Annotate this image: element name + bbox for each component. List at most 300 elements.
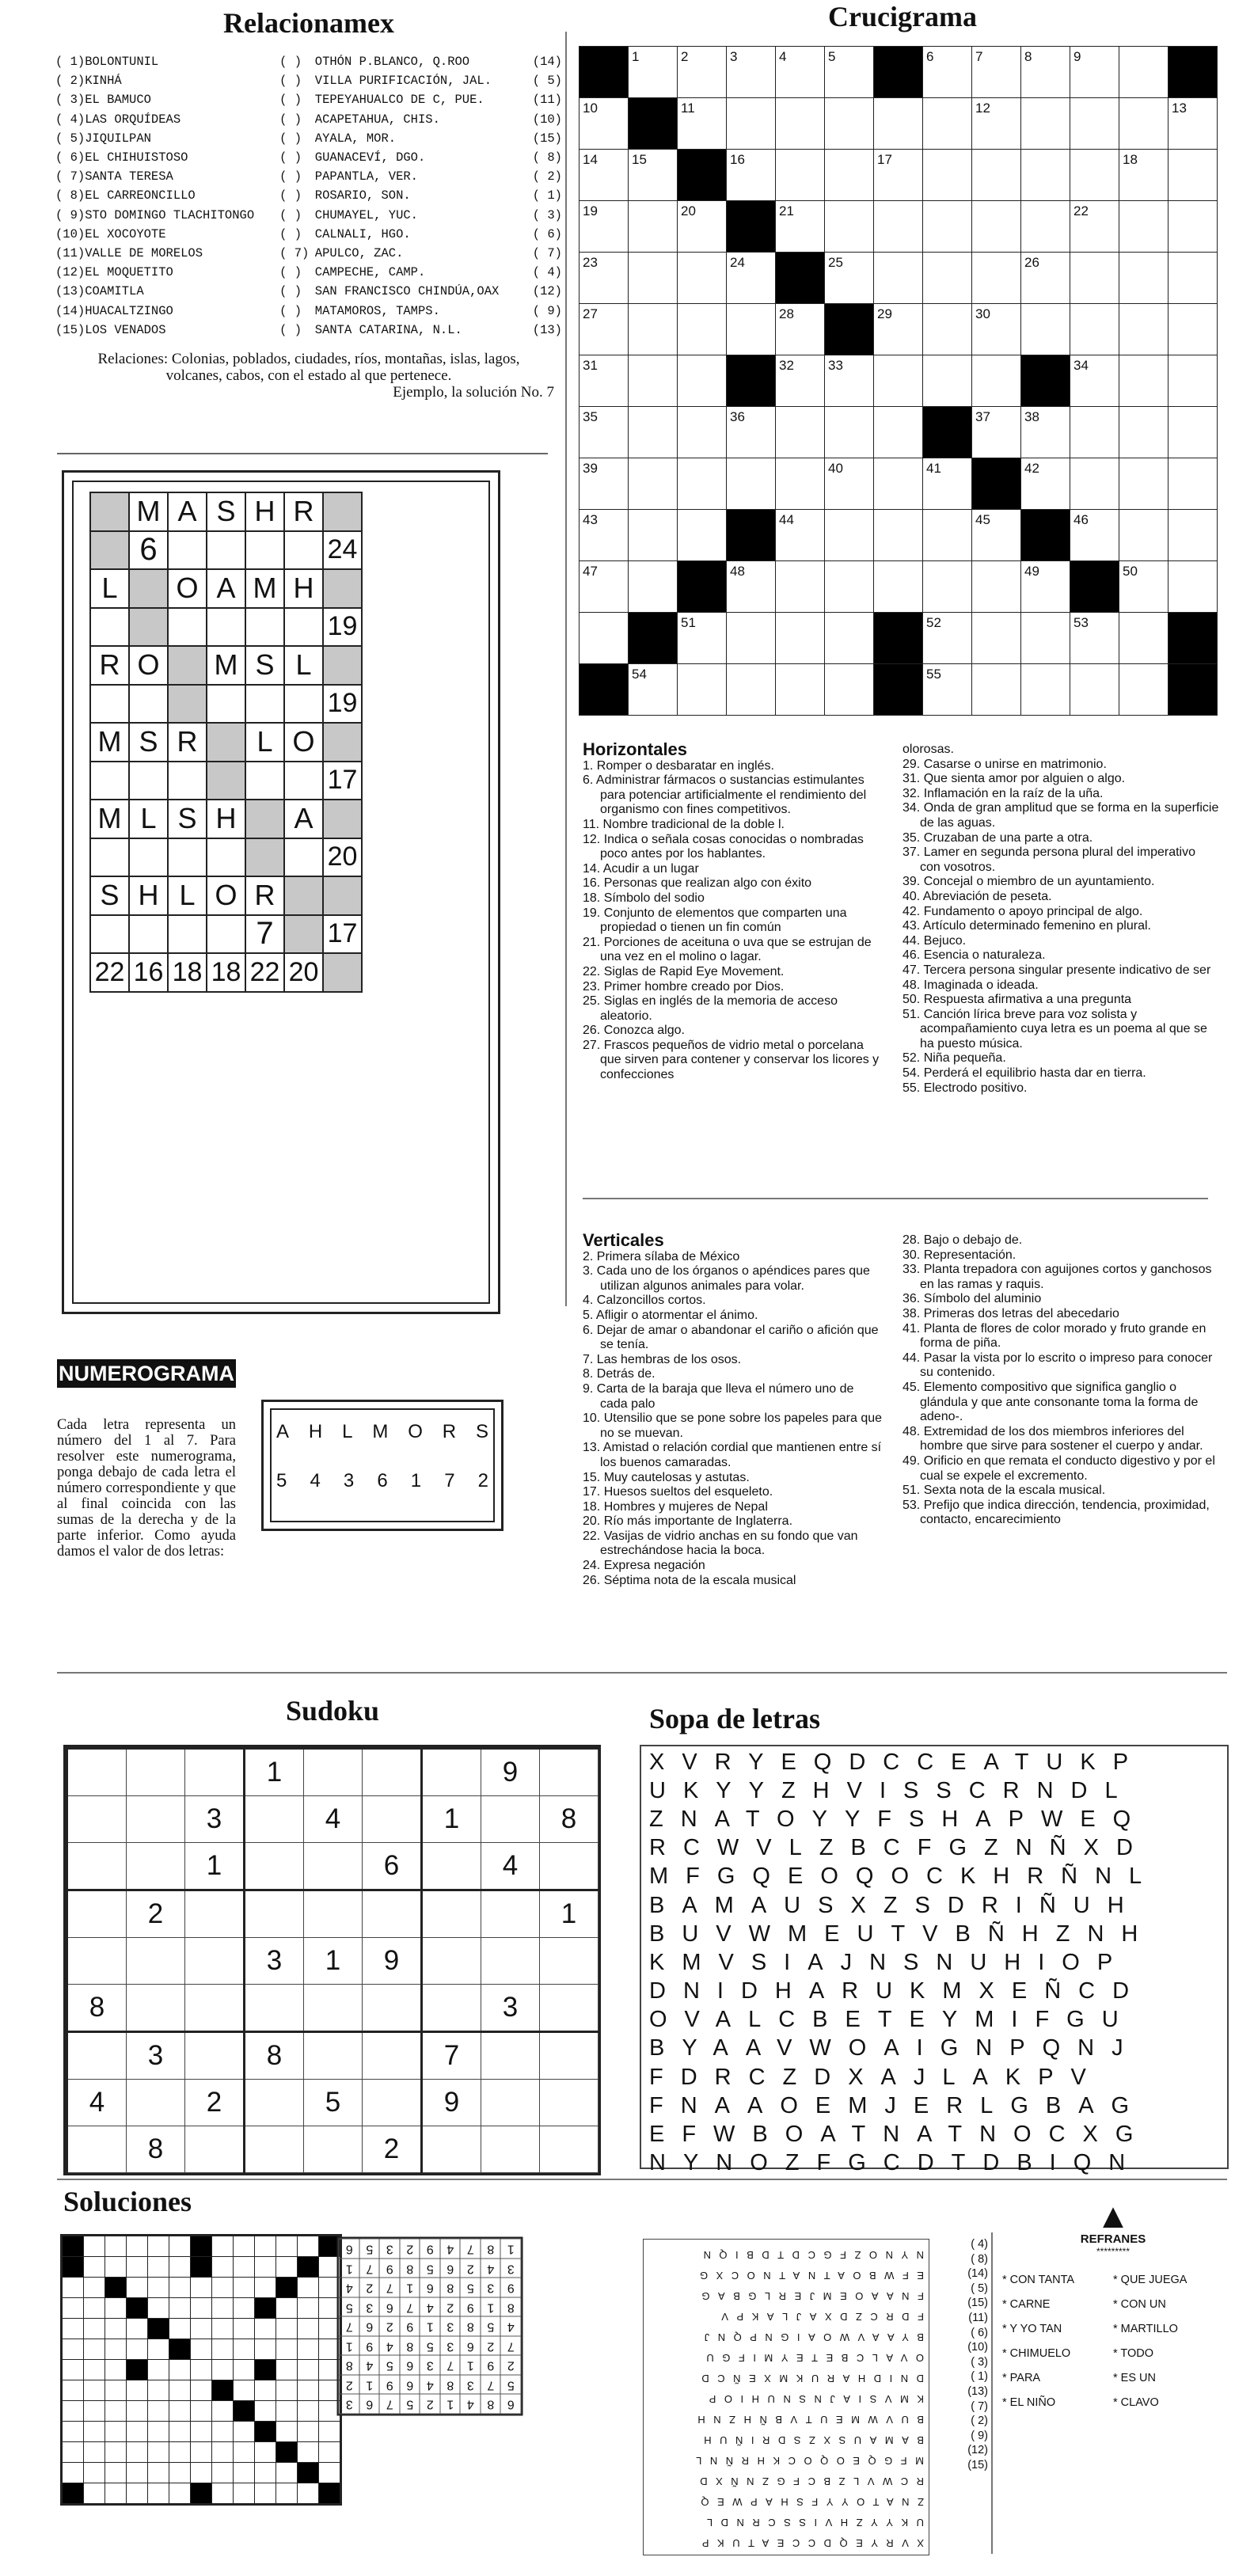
relacionamex-answer-slot[interactable]: ( ): [279, 150, 302, 165]
crossword-cell[interactable]: [972, 253, 1021, 304]
sudoku-empty-cell[interactable]: [304, 1890, 363, 1938]
sudoku-empty-cell[interactable]: [245, 1796, 304, 1843]
crossword-cell[interactable]: [825, 510, 874, 561]
crossword-cell[interactable]: [1070, 47, 1119, 98]
sudoku-empty-cell[interactable]: [422, 1843, 481, 1890]
crossword-cell[interactable]: [1119, 613, 1168, 664]
clue-item: 38. Primeras dos letras del abecedario: [902, 1306, 1119, 1320]
relacionamex-row: [55, 90, 562, 109]
numerograma-empty-cell[interactable]: [129, 838, 168, 877]
numerograma-empty-cell[interactable]: [284, 838, 323, 877]
crossword-cell[interactable]: [776, 98, 825, 150]
sudoku-empty-cell[interactable]: [185, 2126, 245, 2173]
solution-crossword-cell: [148, 2360, 169, 2380]
sudoku-empty-cell[interactable]: [481, 2126, 540, 2173]
crossword-cell[interactable]: [923, 253, 972, 304]
sudoku-empty-cell[interactable]: [540, 2032, 598, 2080]
sopa-row[interactable]: KMVSIAJNSNUHIOP: [649, 1949, 1130, 1975]
crossword-cell[interactable]: [776, 510, 825, 561]
relacionamex-answer-slot[interactable]: ( ): [279, 55, 302, 70]
numerograma-empty-cell[interactable]: [168, 762, 207, 800]
crossword-cell[interactable]: [1168, 98, 1218, 150]
sopa-row[interactable]: EFWBOATNATNOCXG: [649, 2122, 1151, 2148]
crossword-cell[interactable]: [1070, 98, 1119, 150]
crossword-cell[interactable]: [923, 613, 972, 664]
crossword-clue-number: 6: [926, 49, 934, 64]
sudoku-empty-cell[interactable]: [422, 1890, 481, 1938]
relacionamex-answer-slot[interactable]: ( ): [279, 169, 302, 184]
sudoku-empty-cell[interactable]: [540, 1985, 598, 2032]
sudoku-empty-cell[interactable]: [245, 1843, 304, 1890]
crossword-cell[interactable]: [629, 201, 678, 253]
crossword-cell[interactable]: [776, 47, 825, 98]
crossword-cell[interactable]: [1168, 201, 1218, 253]
numerograma-empty-cell[interactable]: [207, 838, 245, 877]
crossword-cell[interactable]: [825, 98, 874, 150]
sopa-row[interactable]: DNIDHARUKMXEÑCD: [649, 1978, 1147, 2004]
crossword-cell[interactable]: [923, 355, 972, 407]
sopa-row[interactable]: NYNOZFGCDTDBIQN: [649, 2150, 1143, 2176]
solution-crossword-cell: [212, 2401, 234, 2422]
crossword-cell[interactable]: [1168, 458, 1218, 510]
crossword-cell[interactable]: [923, 201, 972, 253]
crossword-cell[interactable]: [1070, 150, 1119, 201]
crossword-cell[interactable]: [1021, 458, 1070, 510]
numerograma-empty-cell[interactable]: [90, 915, 129, 954]
crossword-cell[interactable]: [972, 355, 1021, 407]
relacionamex-answer-slot[interactable]: ( ): [279, 112, 302, 127]
numerograma-empty-cell[interactable]: [207, 685, 245, 724]
crossword-cell[interactable]: [1168, 150, 1218, 201]
numerograma-empty-cell[interactable]: [90, 762, 129, 800]
sopa-row[interactable]: OVALCBETEYMIFGU: [649, 2007, 1136, 2033]
crossword-cell[interactable]: [629, 664, 678, 716]
sudoku-empty-cell[interactable]: [422, 1985, 481, 2032]
numerograma-empty-cell[interactable]: [129, 685, 168, 724]
crossword-cell[interactable]: [580, 561, 629, 613]
sudoku-empty-cell[interactable]: [67, 2032, 127, 2080]
crossword-cell[interactable]: [874, 458, 923, 510]
solution-sudoku-cell: 5: [400, 2395, 420, 2415]
crossword-cell[interactable]: [727, 47, 776, 98]
solution-sopa-row: RCWVLZBCFGZNÑXD: [691, 2475, 924, 2487]
crossword-black-cell: [1021, 510, 1070, 561]
relacionamex-answer-slot[interactable]: ( ): [279, 188, 302, 203]
crossword-cell[interactable]: [678, 47, 727, 98]
crossword-cell[interactable]: [629, 253, 678, 304]
sudoku-empty-cell[interactable]: [481, 2032, 540, 2080]
crossword-cell[interactable]: [776, 201, 825, 253]
clue-item: 53. Prefijo que indica dirección, tendencia, proximidad, contacto, encarecimiento: [902, 1498, 1210, 1527]
sudoku-empty-cell[interactable]: [540, 1938, 598, 1985]
relacionamex-place: ( 9)STO DOMINGO TLACHITONGO: [55, 207, 255, 222]
crossword-cell[interactable]: [874, 355, 923, 407]
crossword-cell[interactable]: [727, 664, 776, 716]
sopa-row[interactable]: RCWVLZBCFGZNÑXD: [649, 1835, 1150, 1861]
numerograma-value: 17: [323, 915, 362, 954]
crossword-cell[interactable]: [972, 561, 1021, 613]
sudoku-empty-cell[interactable]: [304, 2126, 363, 2173]
crossword-cell[interactable]: [1021, 253, 1070, 304]
sudoku-empty-cell[interactable]: [185, 1985, 245, 2032]
sopa-row[interactable]: UKYYZHVISSCRNDL: [649, 1777, 1135, 1803]
crossword-cell[interactable]: [776, 458, 825, 510]
crossword-cell[interactable]: [629, 561, 678, 613]
refran-part: * PARA: [1002, 2372, 1041, 2384]
sudoku-empty-cell[interactable]: [127, 1796, 185, 1843]
crossword-cell[interactable]: [874, 150, 923, 201]
crossword-cell[interactable]: [972, 47, 1021, 98]
sudoku-empty-cell[interactable]: [245, 2126, 304, 2173]
numerograma-empty-cell[interactable]: [90, 838, 129, 877]
sudoku-empty-cell[interactable]: [363, 2032, 422, 2080]
crossword-cell[interactable]: [580, 304, 629, 355]
crossword-clue-number: 17: [877, 152, 892, 167]
sopa-row[interactable]: MFGQEOQOCKHRÑNL: [649, 1864, 1160, 1890]
sudoku-empty-cell[interactable]: [67, 1796, 127, 1843]
crossword-cell[interactable]: [776, 664, 825, 716]
crossword-cell[interactable]: [972, 664, 1021, 716]
relacionamex-answer-slot[interactable]: ( ): [279, 226, 302, 241]
sudoku-empty-cell[interactable]: [481, 2080, 540, 2126]
sudoku-given: 9: [422, 2080, 481, 2126]
sudoku-empty-cell[interactable]: [481, 1938, 540, 1985]
sudoku-empty-cell[interactable]: [245, 1985, 304, 2032]
crossword-cell[interactable]: [825, 664, 874, 716]
relacionamex-answer-slot[interactable]: ( ): [279, 303, 302, 318]
crossword-cell[interactable]: [923, 664, 972, 716]
sudoku-empty-cell[interactable]: [422, 2126, 481, 2173]
solution-sudoku-cell: 6: [420, 2278, 441, 2298]
sudoku-empty-cell[interactable]: [127, 1985, 185, 2032]
numerograma-empty-cell[interactable]: [284, 531, 323, 570]
sudoku-empty-cell[interactable]: [304, 1843, 363, 1890]
sopa-row[interactable]: XVRYEQDCCEATUKP: [649, 1749, 1146, 1775]
crossword-cell[interactable]: [825, 458, 874, 510]
crossword-cell[interactable]: [580, 253, 629, 304]
crossword-cell[interactable]: [1070, 664, 1119, 716]
crossword-cell[interactable]: [678, 510, 727, 561]
numerograma-empty-cell[interactable]: [129, 762, 168, 800]
crossword-cell[interactable]: [727, 407, 776, 458]
relacionamex-answer-slot[interactable]: ( ): [279, 322, 302, 337]
crossword-cell[interactable]: [580, 458, 629, 510]
crossword-cell[interactable]: [1168, 304, 1218, 355]
crossword-cell[interactable]: [1119, 561, 1168, 613]
crossword-cell[interactable]: [678, 664, 727, 716]
crossword-cell[interactable]: [1119, 458, 1168, 510]
crossword-cell[interactable]: [727, 561, 776, 613]
sudoku-empty-cell[interactable]: [540, 2080, 598, 2126]
solution-crossword-cell: [127, 2319, 148, 2339]
solution-crossword-cell: [169, 2463, 191, 2483]
crossword-cell[interactable]: [580, 98, 629, 150]
crossword-clue-number: 45: [975, 512, 990, 527]
numerograma-empty-cell[interactable]: [90, 608, 129, 647]
crossword-cell[interactable]: [1021, 561, 1070, 613]
crossword-cell[interactable]: [1119, 407, 1168, 458]
crossword-cell[interactable]: [1168, 510, 1218, 561]
crossword-cell[interactable]: [1168, 355, 1218, 407]
numerograma-empty-cell[interactable]: [284, 608, 323, 647]
crossword-cell[interactable]: [1021, 407, 1070, 458]
sudoku-empty-cell[interactable]: [363, 1749, 422, 1796]
numerograma-empty-cell[interactable]: [90, 685, 129, 724]
crossword-cell[interactable]: [923, 510, 972, 561]
crossword-cell[interactable]: [1119, 98, 1168, 150]
crossword-cell[interactable]: [874, 98, 923, 150]
sudoku-empty-cell[interactable]: [67, 1749, 127, 1796]
crossword-cell[interactable]: [629, 150, 678, 201]
sudoku-empty-cell[interactable]: [185, 2032, 245, 2080]
sudoku-empty-cell[interactable]: [481, 1890, 540, 1938]
crossword-cell[interactable]: [874, 253, 923, 304]
crossword-cell[interactable]: [825, 561, 874, 613]
crossword-cell[interactable]: [678, 355, 727, 407]
sudoku-empty-cell[interactable]: [304, 2032, 363, 2080]
sopa-row[interactable]: FDRCZDXAJLAKPV: [649, 2064, 1104, 2090]
crossword-cell[interactable]: [678, 407, 727, 458]
crossword-cell[interactable]: [1070, 304, 1119, 355]
numerograma-empty-cell[interactable]: [245, 685, 284, 724]
crossword-cell[interactable]: [923, 150, 972, 201]
key-number: 1: [410, 1470, 422, 1491]
crossword-cell[interactable]: [629, 458, 678, 510]
crossword-cell[interactable]: [1119, 150, 1168, 201]
crossword-cell[interactable]: [678, 304, 727, 355]
crossword-cell[interactable]: [972, 613, 1021, 664]
crossword-cell[interactable]: [1070, 407, 1119, 458]
crossword-cell[interactable]: [678, 98, 727, 150]
crossword-cell[interactable]: [972, 510, 1021, 561]
sudoku-empty-cell[interactable]: [422, 1938, 481, 1985]
crossword-cell[interactable]: [825, 150, 874, 201]
numerograma-empty-cell[interactable]: [207, 531, 245, 570]
crossword-cell[interactable]: [776, 561, 825, 613]
sopa-row[interactable]: BYAAVWOAIGNPQNJ: [649, 2035, 1141, 2061]
crossword-clue-number: 37: [975, 409, 990, 424]
numerograma-value: R: [245, 876, 284, 915]
crossword-cell[interactable]: [776, 407, 825, 458]
crossword-cell[interactable]: [1021, 201, 1070, 253]
crossword-cell[interactable]: [1070, 613, 1119, 664]
crossword-cell[interactable]: [923, 47, 972, 98]
relacionamex-row: [55, 52, 562, 71]
numerograma-value: H: [284, 569, 323, 608]
crossword-cell[interactable]: [972, 407, 1021, 458]
numerograma-empty-cell[interactable]: [168, 915, 207, 954]
crossword-cell[interactable]: [874, 561, 923, 613]
sudoku-empty-cell[interactable]: [422, 1749, 481, 1796]
crossword-cell[interactable]: [1021, 304, 1070, 355]
relacionamex-answer-slot[interactable]: ( ): [279, 131, 302, 146]
solution-sudoku-cell: 3: [481, 2278, 501, 2298]
numerograma-empty-cell[interactable]: [245, 762, 284, 800]
crossword-cell[interactable]: [580, 150, 629, 201]
crossword-cell[interactable]: [1119, 304, 1168, 355]
sudoku-empty-cell[interactable]: [540, 2126, 598, 2173]
sudoku-empty-cell[interactable]: [540, 1749, 598, 1796]
numerograma-empty-cell[interactable]: [168, 531, 207, 570]
crossword-cell[interactable]: [629, 407, 678, 458]
clue-item: 49. Orificio en que remata el conducto digestivo y por el cual se expele el excremento.: [902, 1453, 1215, 1483]
crossword-cell[interactable]: [580, 355, 629, 407]
crossword-clue-number: 54: [632, 667, 647, 682]
sudoku-empty-cell[interactable]: [127, 1749, 185, 1796]
crossword-cell[interactable]: [1070, 355, 1119, 407]
crossword-cell[interactable]: [1070, 253, 1119, 304]
sudoku-empty-cell[interactable]: [185, 1749, 245, 1796]
crossword-cell[interactable]: [972, 304, 1021, 355]
relacionamex-answer-slot[interactable]: ( ): [279, 93, 302, 108]
crossword-cell[interactable]: [1119, 47, 1168, 98]
crossword-cell[interactable]: [1021, 613, 1070, 664]
numerograma-empty-cell[interactable]: [168, 608, 207, 647]
sudoku-empty-cell[interactable]: [185, 1890, 245, 1938]
crossword-cell[interactable]: [825, 613, 874, 664]
crossword-cell[interactable]: [776, 304, 825, 355]
crossword-cell[interactable]: [874, 510, 923, 561]
numerograma-empty-cell[interactable]: [129, 915, 168, 954]
crossword-cell[interactable]: [678, 613, 727, 664]
relacionamex-state: GUANACEVÍ, DGO.: [314, 150, 426, 165]
solution-crossword-cell: [191, 2339, 212, 2360]
sudoku-empty-cell[interactable]: [363, 1796, 422, 1843]
crossword-cell[interactable]: [1168, 407, 1218, 458]
crossword-cell[interactable]: [580, 201, 629, 253]
sudoku-empty-cell[interactable]: [67, 1843, 127, 1890]
crossword-cell[interactable]: [629, 355, 678, 407]
crossword-cell[interactable]: [972, 201, 1021, 253]
solution-sudoku-cell: 7: [481, 2375, 501, 2395]
numerograma-empty-cell[interactable]: [207, 915, 245, 954]
crossword-cell[interactable]: [776, 355, 825, 407]
crossword-cell[interactable]: [1070, 201, 1119, 253]
crossword-cell[interactable]: [1021, 150, 1070, 201]
relacionamex-answer-slot[interactable]: ( ): [279, 74, 302, 89]
relacionamex-answer-slot[interactable]: ( ): [279, 265, 302, 280]
crossword-black-cell: [776, 253, 825, 304]
crossword-cell[interactable]: [776, 150, 825, 201]
crossword-cell[interactable]: [727, 150, 776, 201]
crossword-cell[interactable]: [580, 613, 629, 664]
sopa-row[interactable]: FNAAOEMJERLGBAG: [649, 2092, 1147, 2118]
crossword-cell[interactable]: [1119, 253, 1168, 304]
numerograma-empty-cell[interactable]: [284, 685, 323, 724]
relacionamex-answer-slot[interactable]: ( 7): [279, 245, 310, 260]
sudoku-empty-cell[interactable]: [127, 1938, 185, 1985]
sudoku-empty-cell[interactable]: [481, 1796, 540, 1843]
solution-sudoku-cell: 2: [359, 2278, 380, 2298]
crossword-cell[interactable]: [1021, 664, 1070, 716]
relacionamex-answer-slot[interactable]: ( ): [279, 284, 302, 299]
numerograma-empty-cell[interactable]: [245, 531, 284, 570]
crossword-cell[interactable]: [923, 458, 972, 510]
sudoku-empty-cell[interactable]: [245, 2080, 304, 2126]
crossword-cell[interactable]: [825, 201, 874, 253]
sudoku-empty-cell[interactable]: [304, 1749, 363, 1796]
crossword-cell[interactable]: [1168, 253, 1218, 304]
crossword-cell[interactable]: [678, 201, 727, 253]
crossword-cell[interactable]: [825, 253, 874, 304]
sudoku-empty-cell[interactable]: [304, 1985, 363, 2032]
crossword-cell[interactable]: [923, 98, 972, 150]
crossword-cell[interactable]: [1168, 561, 1218, 613]
crossword-cell[interactable]: [874, 407, 923, 458]
crossword-cell[interactable]: [678, 458, 727, 510]
numerograma-empty-cell[interactable]: [245, 608, 284, 647]
clue-item: 12. Indica o señala cosas conocidas o nombradas poco antes por los hablantes.: [583, 832, 864, 861]
crossword-cell[interactable]: [972, 98, 1021, 150]
crossword-cell[interactable]: [580, 407, 629, 458]
crossword-cell[interactable]: [580, 510, 629, 561]
crossword-cell[interactable]: [1119, 355, 1168, 407]
sudoku-empty-cell[interactable]: [67, 1938, 127, 1985]
numerograma-empty-cell[interactable]: [168, 838, 207, 877]
crossword-cell[interactable]: [1021, 47, 1070, 98]
sudoku-empty-cell[interactable]: [245, 1890, 304, 1938]
sopa-row[interactable]: BUVWMEUTVBÑHZNH: [649, 1921, 1156, 1947]
sudoku-empty-cell[interactable]: [67, 2126, 127, 2173]
sudoku-empty-cell[interactable]: [67, 1890, 127, 1938]
crossword-cell[interactable]: [727, 304, 776, 355]
sudoku-empty-cell[interactable]: [363, 1890, 422, 1938]
crossword-cell[interactable]: [923, 304, 972, 355]
sudoku-empty-cell[interactable]: [127, 1843, 185, 1890]
relacionamex-place: (15)LOS VENADOS: [55, 322, 166, 337]
sopa-row[interactable]: BAMAUSXZSDRIÑUH: [649, 1892, 1142, 1918]
crossword-grid: [579, 46, 1218, 716]
numerograma-empty-cell[interactable]: [207, 608, 245, 647]
crossword-cell[interactable]: [1070, 458, 1119, 510]
crossword-cell[interactable]: [1119, 510, 1168, 561]
crossword-cell[interactable]: [727, 613, 776, 664]
solution-sudoku-cell: 5: [359, 2240, 380, 2259]
crossword-cell[interactable]: [874, 201, 923, 253]
sudoku-empty-cell[interactable]: [185, 1938, 245, 1985]
relacionamex-answer-slot[interactable]: ( ): [279, 207, 302, 222]
crossword-cell[interactable]: [629, 47, 678, 98]
sudoku-empty-cell[interactable]: [363, 1985, 422, 2032]
crossword-cell[interactable]: [825, 355, 874, 407]
sudoku-empty-cell[interactable]: [127, 2080, 185, 2126]
crossword-cell[interactable]: [825, 407, 874, 458]
crossword-cell[interactable]: [923, 561, 972, 613]
crossword-cell[interactable]: [629, 510, 678, 561]
solution-sudoku-cell: 1: [420, 2317, 441, 2337]
crossword-cell[interactable]: [1070, 510, 1119, 561]
crossword-cell[interactable]: [629, 304, 678, 355]
relacionamex-row: [55, 263, 562, 282]
crossword-cell[interactable]: [727, 98, 776, 150]
crossword-cell[interactable]: [1119, 201, 1168, 253]
crossword-cell[interactable]: [972, 150, 1021, 201]
crossword-cell[interactable]: [727, 458, 776, 510]
sudoku-empty-cell[interactable]: [363, 2080, 422, 2126]
crossword-cell[interactable]: [1021, 98, 1070, 150]
clue-item: 35. Cruzaban de una parte a otra.: [902, 830, 1093, 845]
crossword-cell[interactable]: [776, 613, 825, 664]
crossword-cell[interactable]: [1119, 664, 1168, 716]
crossword-cell[interactable]: [825, 47, 874, 98]
numerograma-empty-cell[interactable]: [284, 762, 323, 800]
crossword-cell[interactable]: [874, 304, 923, 355]
sopa-row[interactable]: ZNATOYYFSHAPWEQ: [649, 1806, 1149, 1832]
crossword-cell[interactable]: [678, 253, 727, 304]
solution-sudoku-cell: 9: [380, 2375, 401, 2395]
sudoku-empty-cell[interactable]: [540, 1843, 598, 1890]
crossword-cell[interactable]: [727, 253, 776, 304]
